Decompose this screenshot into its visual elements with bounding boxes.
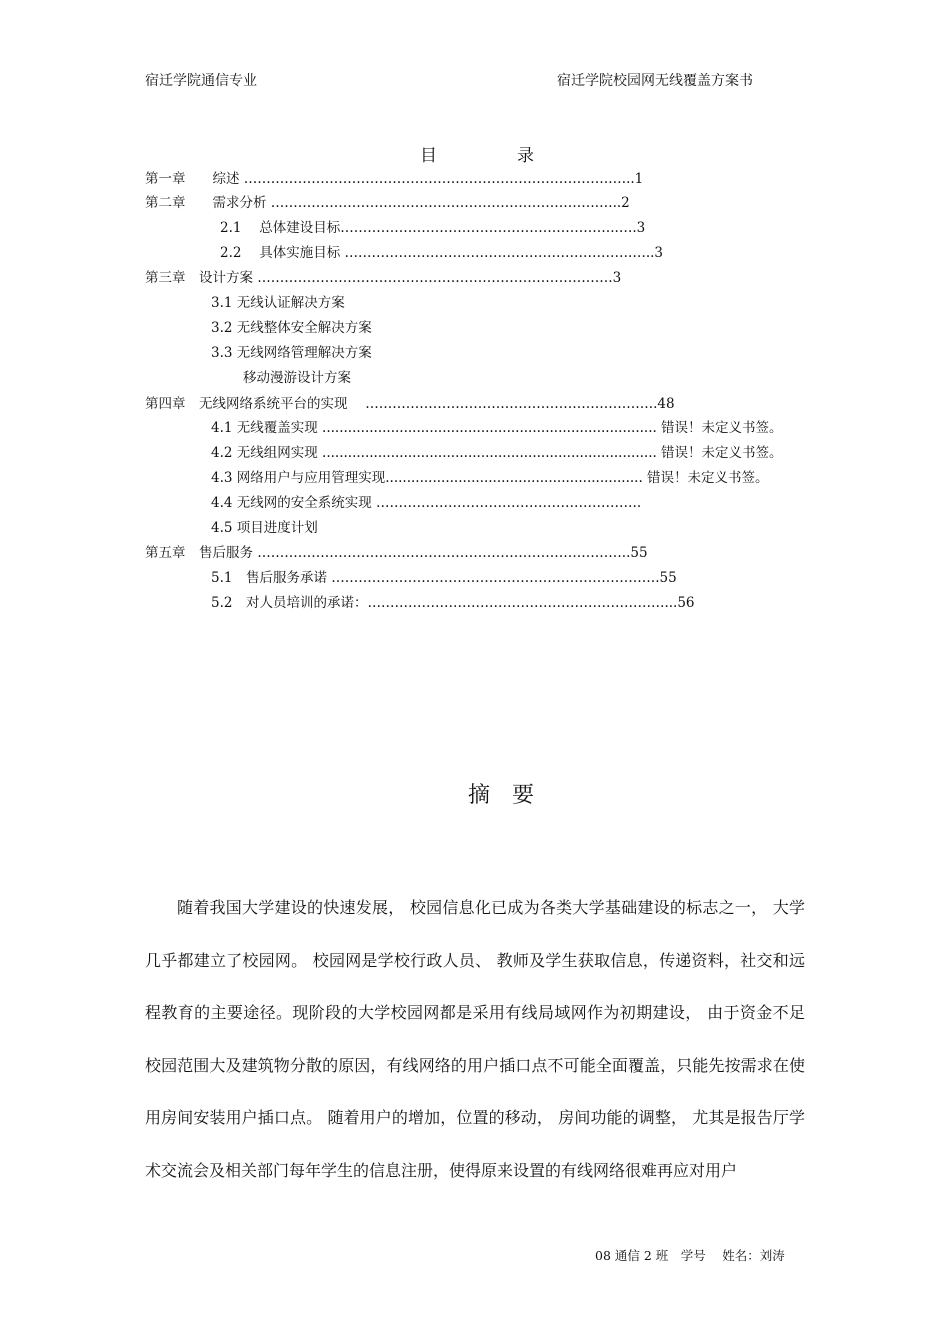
abstract-title <box>468 778 534 809</box>
toc-title-char-1: 目 <box>420 146 437 166</box>
toc-entry-ch4[interactable]: 第四章 无线网络系统平台的实现 ………………………………………………………..48 <box>145 396 675 412</box>
header-left: 宿迁学院通信专业 <box>145 73 257 89</box>
header-right: 宿迁学院校园网无线覆盖方案书 <box>557 73 753 89</box>
toc-entry-ch5[interactable]: 第五章 售后服务 ………………………………………………………………………..55 <box>145 545 648 561</box>
toc-entry-4-1[interactable]: 4.1 无线覆盖实现 .............................................................................. 错误！未定义书签。 <box>211 420 783 436</box>
toc-entry-2-2[interactable]: 2.2 具体实施目标 ……………………………………………………….…..3 <box>220 245 664 261</box>
toc-entry-roaming[interactable]: 移动漫游设计方案 <box>243 370 351 386</box>
toc-entry-5-2[interactable]: 5.2 对人员培训的承诺：…………………………………………………………...56 <box>211 595 695 611</box>
toc-entry-3-2[interactable]: 3.2 无线整体安全解决方案 <box>211 320 372 336</box>
toc-entry-4-3[interactable]: 4.3 网络用户与应用管理实现............................................................ 错误！未定义书签。 <box>211 470 769 486</box>
abstract-title-char-1: 摘 <box>468 783 491 808</box>
toc-title-char-2: 录 <box>517 146 534 166</box>
toc-entry-2-1[interactable]: 2.1 总体建设目标……………………………………………………..….3 <box>220 220 646 236</box>
page-footer: 08 通信 2 班 学号 姓名：刘涛 <box>595 1248 785 1263</box>
toc-entry-4-5[interactable]: 4.5 项目进度计划 <box>211 520 318 536</box>
toc-entry-4-2[interactable]: 4.2 无线组网实现 .............................................................................. 错误！未定义书签。 <box>211 445 783 461</box>
toc-entry-4-4[interactable]: 4.4 无线网的安全系统实现 ………………………………………………….. <box>211 495 642 511</box>
abstract-paragraph: 随着我国大学建设的快速发展， 校园信息化已成为各类大学基础建设的标志之一， 大学几乎都建立了校园网。 校园网是学校行政人员、 教师及学生获取信息，传递资料，社交和远程教育的主要途径。现阶段的大学校园网都是采用有线局域网作为初期建设， 由于资金不足校园范围大及建筑物分散的原因，有线网络的用户插口点不可能全面覆盖，只能先按需求在使用房间安装用户插口点。 随着用户的增加，位置的移动， 房间功能的调整， 尤其是报告厅学术交流会及相关部门每年学生的信息注册，使得原来设置的有线网络很难再应对用户 <box>145 898 805 1180</box>
toc-entry-ch3[interactable]: 第三章 设计方案 …………………………………………………………………….3 <box>145 270 622 286</box>
toc-entry-ch1[interactable]: 第一章 综述 ……………………………………………………………………….…..1 <box>145 171 644 187</box>
toc-entry-ch2[interactable]: 第二章 需求分析 ……………………………………………………………….…..2 <box>145 195 630 211</box>
toc-entry-5-1[interactable]: 5.1 售后服务承诺 ……………………………………………………………….55 <box>211 570 677 586</box>
toc-entry-3-1[interactable]: 3.1 无线认证解决方案 <box>211 295 345 311</box>
toc-title <box>420 141 534 166</box>
abstract-body <box>145 882 805 1197</box>
toc-entry-3-3[interactable]: 3.3 无线网络管理解决方案 <box>211 345 372 361</box>
abstract-title-char-2: 要 <box>511 783 534 808</box>
